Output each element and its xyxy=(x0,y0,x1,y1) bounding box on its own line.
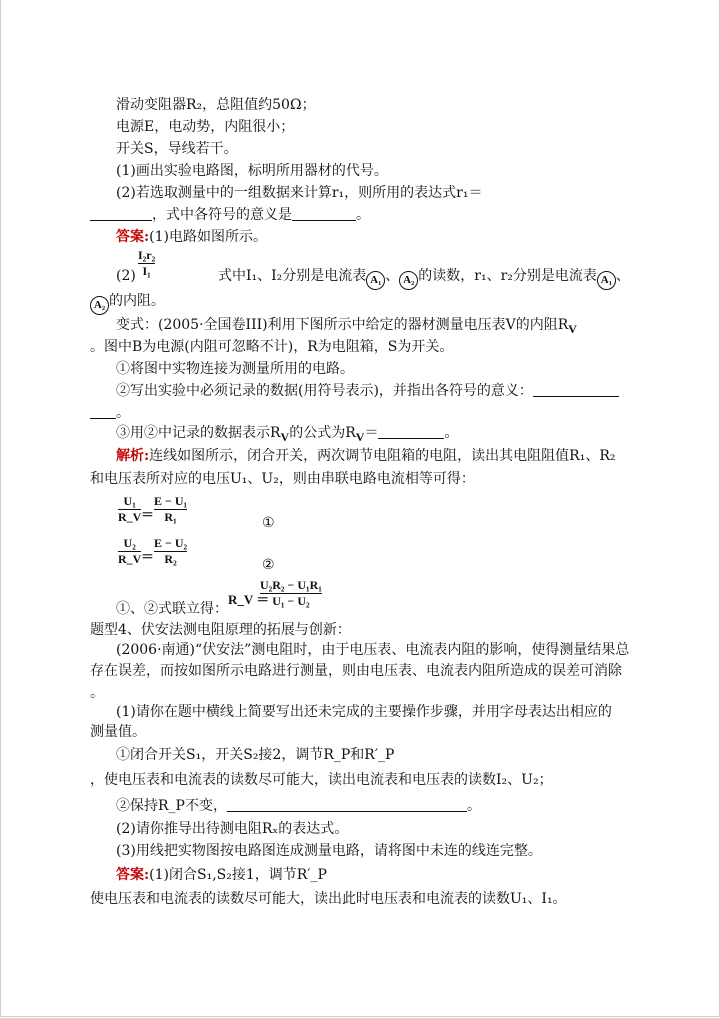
q2-end: 。 xyxy=(356,207,370,223)
topic-4-q1: (1)请你在题中横线上简要写出还未完成的主要操作步骤，并用字母表达出相应的 xyxy=(116,704,612,720)
step-1-cont: ，使电压表和电流表的读数尽可能大，读出电流表和电压表的读数I₂、U₂； xyxy=(90,772,553,788)
q3-sub1: V xyxy=(280,429,290,444)
blank-record-cont xyxy=(90,404,116,419)
analysis-2: 和电压表所对应的电压U₁、U₂，则由串联电路电流相等可得： xyxy=(90,471,475,487)
variant-intro xyxy=(116,316,577,338)
step-2 xyxy=(116,797,481,815)
variant-desc: 。图中B为电源(内阻可忽略不计)，R为电阻箱，S为开关。 xyxy=(90,339,454,355)
eq1-lhs xyxy=(118,494,141,525)
eq2-lhs xyxy=(118,536,141,567)
q3-text-a: ③用②中记录的数据表示R xyxy=(116,425,281,441)
eq2-rhs-den: R₂ xyxy=(164,552,177,566)
ammeter-a1-icon: A₁ xyxy=(597,271,616,290)
fraction-denominator: I₁ xyxy=(142,264,151,278)
line-switch: 开关S，导线若干。 xyxy=(116,141,238,157)
answer-2-fraction xyxy=(138,248,155,279)
analysis-1-text: 连线如图所示，闭合开关，两次调节电阻箱的电阻，读出其电阻阻值R₁、R₂ xyxy=(149,448,616,464)
answer-2-text xyxy=(218,267,630,290)
topic-4-q1-cont: 测量值。 xyxy=(90,724,146,740)
fraction-numerator: I₂r₂ xyxy=(138,248,156,262)
ammeter-a2-icon: A₂ xyxy=(90,296,109,315)
question-2: (2)若选取测量中的一组数据来计算r₁，则所用的表达式r₁＝ xyxy=(116,185,483,201)
final-line: 使电压表和电流表的读数尽可能大，读出此时电压表和电流表的读数U₁、I₁。 xyxy=(90,891,567,907)
eq1-rhs-num: E − U₁ xyxy=(154,494,188,508)
question-1: (1)画出实验电路图，标明所用器材的代号。 xyxy=(116,163,388,179)
rv-lhs: R_V ＝ xyxy=(228,592,270,607)
blank-step-2 xyxy=(227,797,467,812)
line-rheostat: 滑动变阻器R₂，总阻值约50Ω； xyxy=(116,97,316,113)
q2-text: ，式中各符号的意义是 xyxy=(152,207,292,223)
q3-text-b: 的公式为R xyxy=(289,425,356,441)
analysis-label: 解析: xyxy=(116,448,150,464)
answer-2-cont xyxy=(90,292,165,315)
step-2-end: 。 xyxy=(466,798,481,814)
combine-text: ①、②式联立得： xyxy=(116,601,228,617)
q2-end-mark: 。 xyxy=(116,405,130,421)
blank-meaning xyxy=(292,206,356,221)
eq1-equals: ＝ xyxy=(141,507,155,522)
eq2-equals: ＝ xyxy=(141,549,155,564)
ammeter-a2-icon: A₂ xyxy=(399,271,418,290)
step-1: ①闭合开关S₁，开关S₂接2，调节R_P和R′_P xyxy=(116,747,395,763)
question-2-blanks xyxy=(90,206,370,224)
topic-4-para-3: 。 xyxy=(90,685,104,701)
answer-2-index: (2) xyxy=(116,268,136,284)
ans2-part3: 的读数，r₁、r₂分别是电流表 xyxy=(418,268,597,284)
ans2-sep2: 、 xyxy=(615,268,630,284)
rv-den: U₁ − U₂ xyxy=(272,594,310,608)
answer-1-text: (1)电路如图所示。 xyxy=(149,229,268,245)
variant-q1: ①将图中实物连接为测量所用的电路。 xyxy=(116,361,354,377)
eq2-rhs-num: E − U₂ xyxy=(154,536,188,550)
ans2-part5: 的内阻。 xyxy=(109,293,165,309)
rv-fraction xyxy=(260,578,322,609)
eq1-rhs-den: R₁ xyxy=(164,510,177,524)
variant-q3 xyxy=(116,424,458,446)
topic-4-para-2: 存在误差，而按如图所示电路进行测量，则由电压表、电流表内阻所造成的误差可消除 xyxy=(90,663,622,679)
answer-label: 答案: xyxy=(116,229,150,245)
variant-q2 xyxy=(116,382,619,400)
ans2-part1: 式中I₁、I₂分别是电流表 xyxy=(218,268,367,284)
eq2-lhs-num: U₂ xyxy=(123,536,136,550)
ans2-sep: 、 xyxy=(385,268,400,284)
rv-num: U₂R₂ − U₁R₁ xyxy=(260,578,322,592)
eq2-rhs xyxy=(154,536,187,567)
q3-sub2: V xyxy=(355,429,365,444)
eq1-tag: ① xyxy=(262,515,275,531)
eq1-lhs-num: U₁ xyxy=(123,494,136,508)
topic-4-q2: (2)请你推导出待测电阻Rₓ的表达式。 xyxy=(116,821,349,837)
topic-4-para-1: (2006·南通)“伏安法”测电阻时，由于电压表、电流表内阻的影响，使得测量结果总 xyxy=(116,642,630,658)
topic-4-title: 题型4、伏安法测电阻原理的拓展与创新： xyxy=(90,622,351,638)
eq1-lhs-den: R_V xyxy=(118,510,142,524)
answer-1 xyxy=(116,228,267,246)
analysis-1 xyxy=(116,447,615,465)
variant-q2-end xyxy=(90,404,130,422)
blank-record xyxy=(533,382,619,397)
answer-b-label: 答案: xyxy=(116,867,150,883)
blank-expression xyxy=(90,206,152,221)
eq2-lhs-den: R_V xyxy=(118,552,142,566)
line-power-source: 电源E，电动势，内阻很小； xyxy=(116,119,295,135)
blank-formula xyxy=(378,424,444,439)
answer-b-text: (1)闭合S₁,S₂接1，调节R′_P xyxy=(149,867,327,883)
eq1-rhs xyxy=(154,494,187,525)
variant-sub: V xyxy=(568,321,577,336)
variant-q2-text: ②写出实验中必须记录的数据(用符号表示)，并指出各符号的意义： xyxy=(116,383,533,399)
q3-eq: ＝ xyxy=(364,425,379,441)
ammeter-a1-icon: A₁ xyxy=(366,271,385,290)
answer-b xyxy=(116,866,327,884)
topic-4-q3: (3)用线把实物图按电路图连成测量电路，请将图中未连的线连完整。 xyxy=(116,843,542,859)
q3-end: 。 xyxy=(444,425,459,441)
variant-text: 变式：(2005·全国卷III)利用下图所示中给定的器材测量电压表V的内阻R xyxy=(116,317,569,333)
eq2-tag: ② xyxy=(262,557,275,573)
step-2-text: ②保持R_P不变， xyxy=(116,798,227,814)
